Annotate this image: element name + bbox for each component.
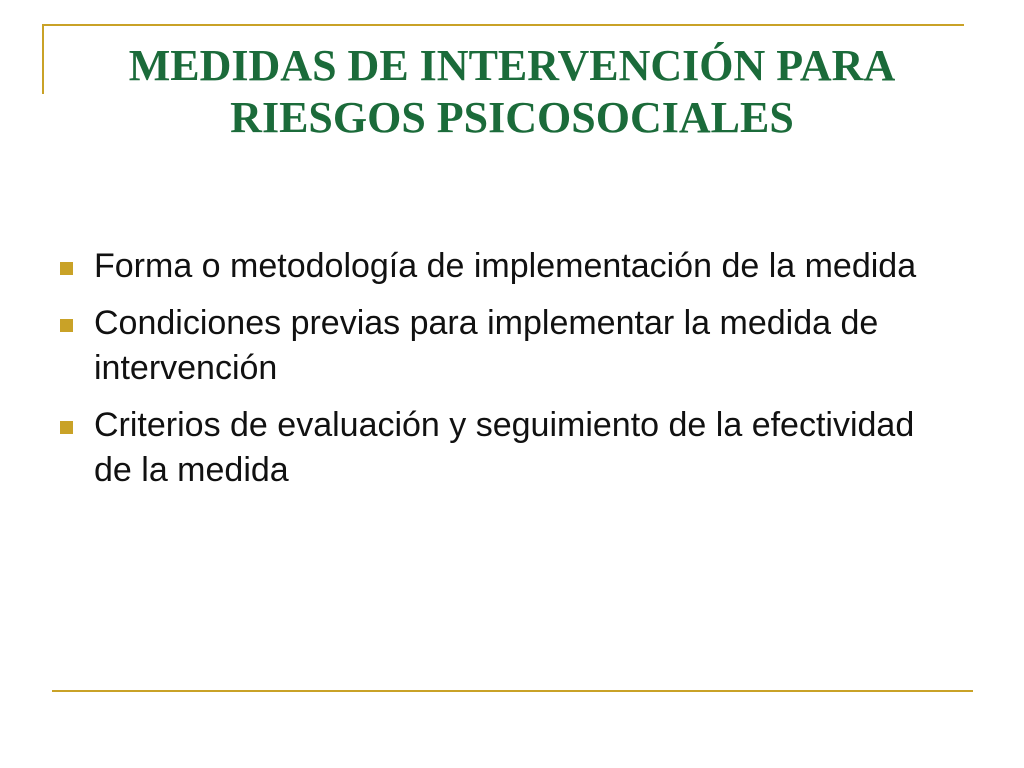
bullet-text: Condiciones previas para implementar la medida de intervención: [94, 304, 879, 387]
bullet-text: Forma o metodología de implementación de la medida: [94, 247, 917, 285]
bullet-item: [56, 301, 936, 391]
slide-title: [60, 40, 964, 144]
left-accent-line: [42, 24, 44, 94]
square-bullet-icon: [60, 421, 73, 434]
title-line-1: MEDIDAS DE INTERVENCIÓN PARA: [128, 41, 896, 90]
title-line-2: RIESGOS PSICOSOCIALES: [230, 93, 794, 142]
bullet-list: [56, 244, 936, 505]
square-bullet-icon: [60, 319, 73, 332]
bullet-item: [56, 244, 936, 289]
bullet-item: [56, 403, 936, 493]
square-bullet-icon: [60, 262, 73, 275]
bullet-text: Criterios de evaluación y seguimiento de la efectividad de la medida: [94, 406, 915, 489]
top-divider-line: [42, 24, 964, 26]
bottom-divider-line: [52, 690, 973, 692]
